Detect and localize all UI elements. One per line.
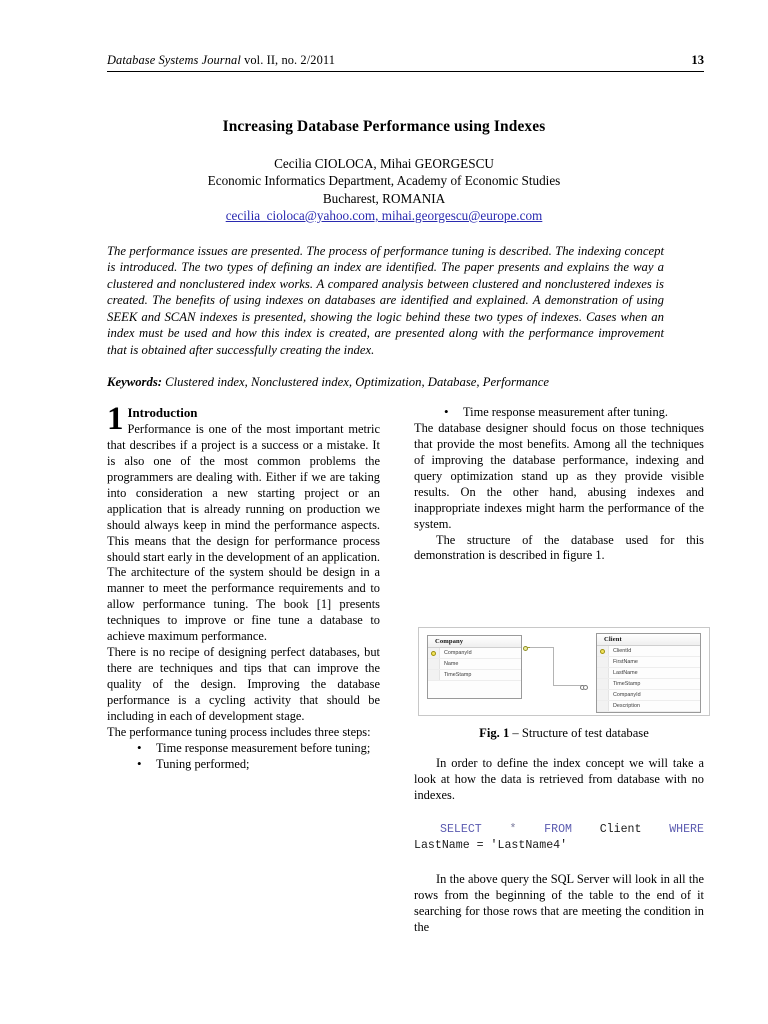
right-column-continued [414,756,704,804]
sql-star: * [509,823,517,836]
right-column-last [414,872,704,936]
left-column [107,401,380,773]
er-field-row [597,690,700,701]
author-block [0,155,768,224]
key-icon [597,646,609,656]
figure-1 [418,627,710,741]
keywords-line [107,374,664,390]
er-field-name: CompanyId [444,650,472,656]
er-field-name: TimeStamp [613,681,641,687]
section-title: Introduction [127,406,198,420]
right-paragraph-2: The structure of the database used for this demonstration is described in figure 1. [414,532,704,563]
keywords-label: Keywords: [107,375,162,389]
author-names: Cecilia CIOLOCA, Mihai GEORGESCU [274,156,494,171]
er-table-company [427,635,522,699]
er-field-row [597,657,700,668]
field-gutter [597,690,609,700]
er-field-row [597,701,700,712]
sql-keyword-where: WHERE [669,823,704,836]
sql-keyword-select: SELECT [440,823,482,836]
field-gutter [597,701,609,711]
er-field-name: Name [444,661,459,667]
page-number: 13 [691,53,704,67]
left-paragraph-3: The performance tuning process includes three steps: [107,724,371,739]
sql-code-block [414,822,704,855]
er-field-name: Description [613,703,640,709]
connector-segment-vertical [553,647,554,686]
key-icon [428,648,440,658]
er-field-name: LastName [613,670,638,676]
er-field-name: ClientId [613,648,632,654]
journal-volume: vol. II, no. 2/2011 [240,53,335,67]
author-affiliation: Economic Informatics Department, Academy of Economic Studies [207,173,561,189]
connector-segment-top [530,647,554,648]
connector-segment-bottom [553,685,583,686]
er-table-name: Client [597,634,700,646]
er-table-name: Company [428,636,521,648]
field-gutter [597,657,609,667]
relationship-one-endpoint-icon [523,645,530,650]
section-number-dropcap: 1 [107,401,124,437]
er-field-name: FirstName [613,659,638,665]
sql-table-name: Client [599,823,642,836]
section-heading-row [107,401,380,437]
list-item: • Time response measurement before tuning; [137,741,380,757]
journal-name [107,53,335,68]
list-item: • Tuning performed; [137,757,380,773]
field-gutter [597,668,609,678]
author-emails-link[interactable]: cecilia_cioloca@yahoo.com, mihai.georgescu@europe.com [225,207,543,223]
right-paragraph-1: The database designer should focus on those techniques that provide the most benefits. Among all the techniques of improving the database performance, indexing and query optimization stand up as they provide visible results. On the other hand, abusing indexes and inappropriate indexes might harm the performance of the system. [414,420,704,531]
tuning-steps-list-right [414,405,704,421]
right-paragraph-3: In order to define the index concept we will take a look at how the data is retrieved from database with no indexes. [414,756,704,802]
abstract-text: The performance issues are presented. The process of performance tuning is described. The indexing concept is introduced. The two types of defining an index are identified. The paper presents and explains the way a clustered and nonclustered index works. A compared analysis between clustered and nonclustered indexes is created. The benefits of using indexes on databases are identified and explained. A demonstration of using SEEK and SCAN indexes is presented, showing the logic behind these two types of indexes. Cases when an index must be used and how this index is created, are presented along with the performance improvement that is obtained after successfully creating the index. [107,244,664,357]
running-header [107,53,704,72]
keywords-value: Clustered index, Nonclustered index, Optimization, Database, Performance [161,375,550,389]
right-paragraph-4: In the above query the SQL Server will look in all the rows from the beginning of the table to the end of it searching for those rows that are meeting the condition in the [414,872,704,934]
er-table-client [596,633,701,713]
figure-caption-label: Fig. 1 [479,726,510,740]
left-paragraph-2: There is no recipe of designing perfect databases, but there are techniques and tips that can improve the quality of the design. Improving the database performance is a cycling activity that should be including in each of development stage. [107,645,380,723]
er-field-name: CompanyId [613,692,641,698]
sql-line-1 [414,822,704,838]
sql-line-2: LastName = 'LastName4' [414,839,568,853]
relationship-many-endpoint-icon [580,684,589,689]
er-field-row [597,679,700,690]
er-field-row [597,668,700,679]
journal-title-italic: Database Systems Journal [107,53,241,67]
paper-title: Increasing Database Performance using Indexes [222,118,546,135]
er-field-row [597,646,700,657]
author-city: Bucharest, ROMANIA [322,190,446,206]
er-field-name: TimeStamp [444,672,472,678]
er-field-row [428,670,521,681]
figure-caption [418,726,710,741]
field-gutter [597,679,609,689]
left-paragraph-1: Performance is one of the most important metric that describes if a project is a success or a mistake. It is also one of the most common problems the programmers are dealing with. Either if we are taking into consideration a new starting project or an application that is already running on production we should always keep in mind the performance aspects. This means that the design for performance process should start early in the development of an application. The architecture of the system should be design in a manner to meet the performance requirements and to allow performance tuning. The book [1] presents techniques to improve or fine tune a database to achieve maximum performance. [107,422,380,644]
right-column [414,405,704,564]
figure-caption-text: – Structure of test database [509,726,649,740]
er-field-row [428,659,521,670]
field-gutter [428,670,440,680]
tuning-steps-list-left [107,741,380,773]
er-diagram-canvas [418,627,710,716]
list-item: • Time response measurement after tuning. [444,405,704,421]
field-gutter [428,659,440,669]
er-field-row [428,648,521,659]
sql-keyword-from: FROM [544,823,572,836]
